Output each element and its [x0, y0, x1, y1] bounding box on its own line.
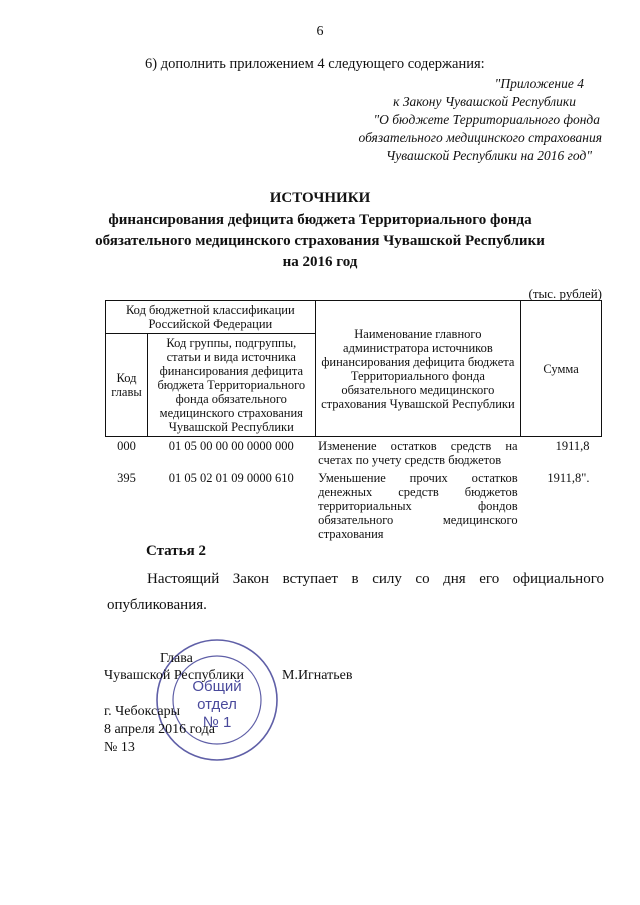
appendix-line: обязательного медицинского страхования	[358, 130, 602, 145]
header-admin-name: Наименование главного администратора источников финансирования дефицита бюджета Территориального фонда обязательного медицинского страхования Чувашской Республики	[315, 301, 520, 437]
sources-table	[105, 300, 602, 543]
doc-title: ИСТОЧНИКИ	[269, 190, 371, 206]
article-title: Статья 2	[146, 543, 206, 559]
unit-label: (тыс. рублей)	[528, 286, 602, 301]
cell-sum: 1911,8".	[547, 471, 590, 485]
header-classification: Код бюджетной классификации Российской Федерации	[106, 301, 316, 334]
signature-role: Глава	[160, 651, 193, 666]
table-row	[106, 469, 602, 543]
signature-role: Чувашской Республики	[104, 668, 245, 683]
signature-city: г. Чебоксары	[104, 704, 181, 719]
page-number: 6	[316, 24, 324, 39]
stamp-text: отдел	[197, 696, 237, 713]
header-group-code: Код группы, подгруппы, статьи и вида источника финансирования дефицита бюджета Территориального фонда обязательного медицинского страхования Чувашской Республики	[147, 334, 315, 437]
table-row	[106, 437, 602, 470]
cell-head-code: 000	[117, 439, 136, 453]
appendix-line: к Закону Чувашской Республики	[393, 94, 576, 109]
cell-group-code: 01 05 00 00 00 0000 000	[168, 439, 294, 453]
stamp-text: Общий	[192, 678, 242, 695]
cell-group-code: 01 05 02 01 09 0000 610	[168, 471, 294, 485]
article-text: Настоящий Закон вступает в силу со дня его официального опубликования.	[107, 571, 604, 613]
signature-name: М.Игнатьев	[282, 668, 353, 683]
appendix-line: Чувашской Республики на 2016 год"	[385, 148, 592, 163]
cell-name: Изменение остатков средств на счетах по учету средств бюджетов	[318, 439, 518, 467]
stamp-text: № 1	[202, 714, 232, 731]
signature-date: 8 апреля 2016 года	[104, 722, 215, 737]
appendix-line: "О бюджете Территориального фонда	[373, 112, 600, 127]
doc-subtitle-line: на 2016 год	[282, 254, 358, 270]
signature-number: № 13	[104, 740, 135, 755]
cell-sum: 1911,8	[555, 439, 590, 453]
cell-name: Уменьшение прочих остатков денежных средств бюджетов территориальных фондов обязательного медицинского страхования	[318, 471, 518, 541]
header-head-code: Код главы	[106, 334, 148, 437]
appendix-line: "Приложение 4	[494, 76, 584, 91]
header-sum: Сумма	[521, 301, 602, 437]
intro-text: 6) дополнить приложением 4 следующего содержания:	[145, 56, 485, 72]
doc-subtitle-line: финансирования дефицита бюджета Территориального фонда	[108, 212, 532, 228]
cell-head-code: 395	[117, 471, 136, 485]
doc-subtitle-line: обязательного медицинского страхования Чувашской Республики	[95, 233, 545, 249]
